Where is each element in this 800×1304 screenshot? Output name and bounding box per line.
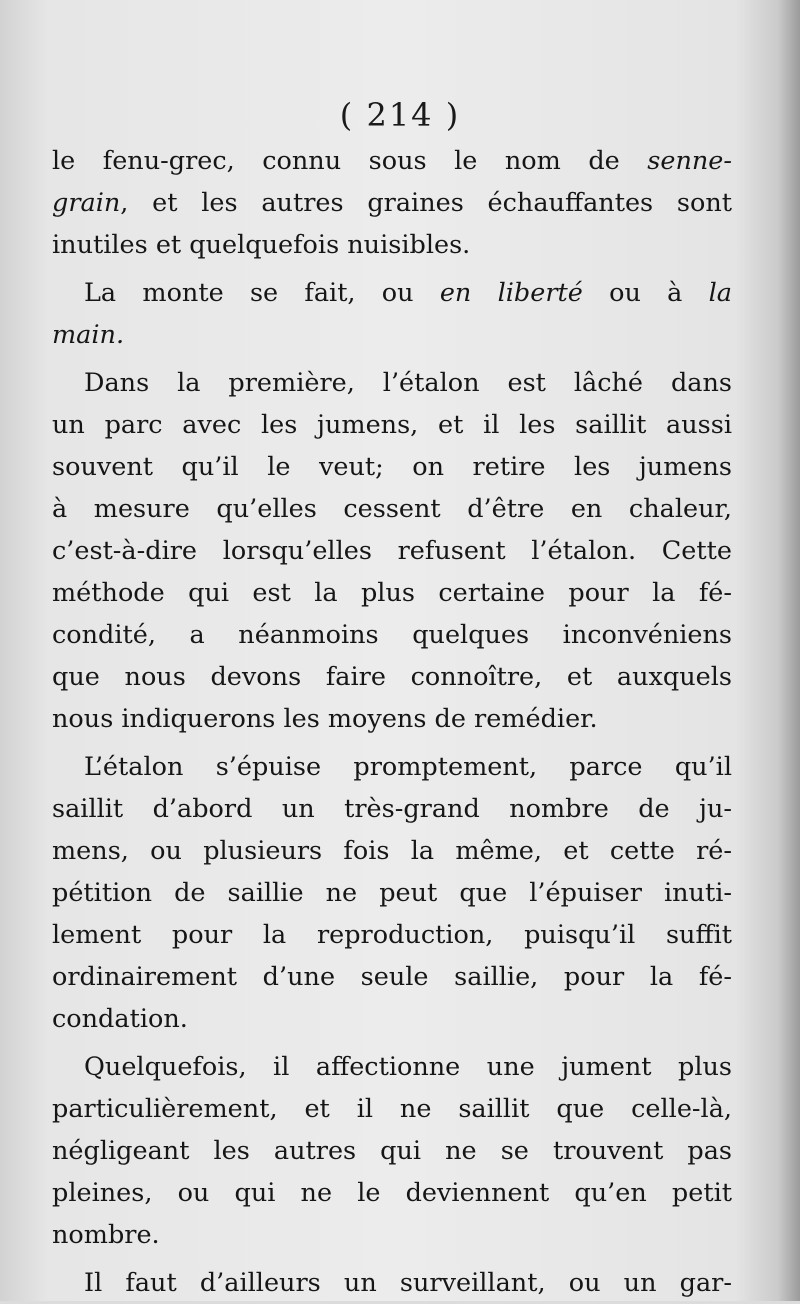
text-line	[52, 446, 732, 488]
text-span: nous indiquerons les moyens de remédier.	[52, 704, 598, 734]
text-span: condation.	[52, 1004, 188, 1034]
text-line	[52, 914, 732, 956]
text-span: Quelquefois, il affectionne une jument plus	[84, 1052, 732, 1082]
italic-text: main.	[52, 320, 125, 350]
text-line	[52, 788, 732, 830]
text-span: que nous devons faire connoître, et auxquels	[52, 662, 732, 692]
text-span: condité, a néanmoins quelques inconvéniens	[52, 620, 732, 650]
text-span: Dans la première, l’étalon est lâché dans	[84, 368, 732, 398]
text-span: L’étalon s’épuise promptement, parce qu’il	[84, 752, 732, 782]
text-span: Il faut d’ailleurs un surveillant, ou un gar-	[84, 1268, 732, 1298]
text-line	[52, 314, 732, 356]
text-span: ordinairement d’une seule saillie, pour la fé-	[52, 962, 732, 992]
text-line	[52, 872, 732, 914]
text-span: pétition de saillie ne peut que l’épuiser inuti-	[52, 878, 732, 908]
text-line	[52, 1262, 732, 1304]
text-line	[52, 362, 732, 404]
text-span: à mesure qu’elles cessent d’être en chaleur,	[52, 494, 732, 524]
text-line	[52, 1046, 732, 1088]
text-span: saillit d’abord un très-grand nombre de ju-	[52, 794, 732, 824]
page-number: ( 214 )	[339, 96, 461, 134]
text-span: inutiles et quelquefois nuisibles.	[52, 230, 471, 260]
text-span: particulièrement, et il ne saillit que celle-là,	[52, 1094, 732, 1124]
text-line	[52, 1130, 732, 1172]
page-gutter-shadow	[778, 0, 800, 1301]
text-line	[52, 530, 732, 572]
text-line	[52, 698, 732, 740]
text-line	[52, 746, 732, 788]
text-span: méthode qui est la plus certaine pour la fé-	[52, 578, 732, 608]
italic-text: en liberté	[439, 278, 583, 308]
text-span: négligeant les autres qui ne se trouvent pas	[52, 1136, 732, 1166]
text-line	[52, 182, 732, 224]
text-line	[52, 998, 732, 1040]
text-span: mens, ou plusieurs fois la même, et cette ré-	[52, 836, 732, 866]
text-line	[52, 488, 732, 530]
text-line	[52, 404, 732, 446]
text-span: , et les autres graines échauffantes sont	[120, 188, 732, 218]
text-line	[52, 272, 732, 314]
text-span: pleines, ou qui ne le deviennent qu’en petit	[52, 1178, 732, 1208]
text-span: c’est-à-dire lorsqu’elles refusent l’étalon. Cette	[52, 536, 732, 566]
body-text	[52, 140, 732, 1304]
text-line	[52, 956, 732, 998]
text-line	[52, 1214, 732, 1256]
text-line	[52, 830, 732, 872]
text-line	[52, 1172, 732, 1214]
text-span: le fenu-grec, connu sous le nom de	[52, 146, 648, 176]
italic-text: la	[708, 278, 732, 308]
text-span: nombre.	[52, 1220, 160, 1250]
italic-text: senne-	[647, 146, 732, 176]
text-span: La monte se fait, ou	[84, 278, 440, 308]
text-span: souvent qu’il le veut; on retire les jumens	[52, 452, 732, 482]
text-span: ou à	[582, 278, 709, 308]
italic-text: grain	[52, 188, 121, 218]
text-line	[52, 140, 732, 182]
text-line	[52, 614, 732, 656]
text-line	[52, 656, 732, 698]
text-line	[52, 224, 732, 266]
text-line	[52, 572, 732, 614]
text-line	[52, 1088, 732, 1130]
text-span: lement pour la reproduction, puisqu’il suffit	[52, 920, 732, 950]
text-span: un parc avec les jumens, et il les saillit aussi	[52, 410, 732, 440]
